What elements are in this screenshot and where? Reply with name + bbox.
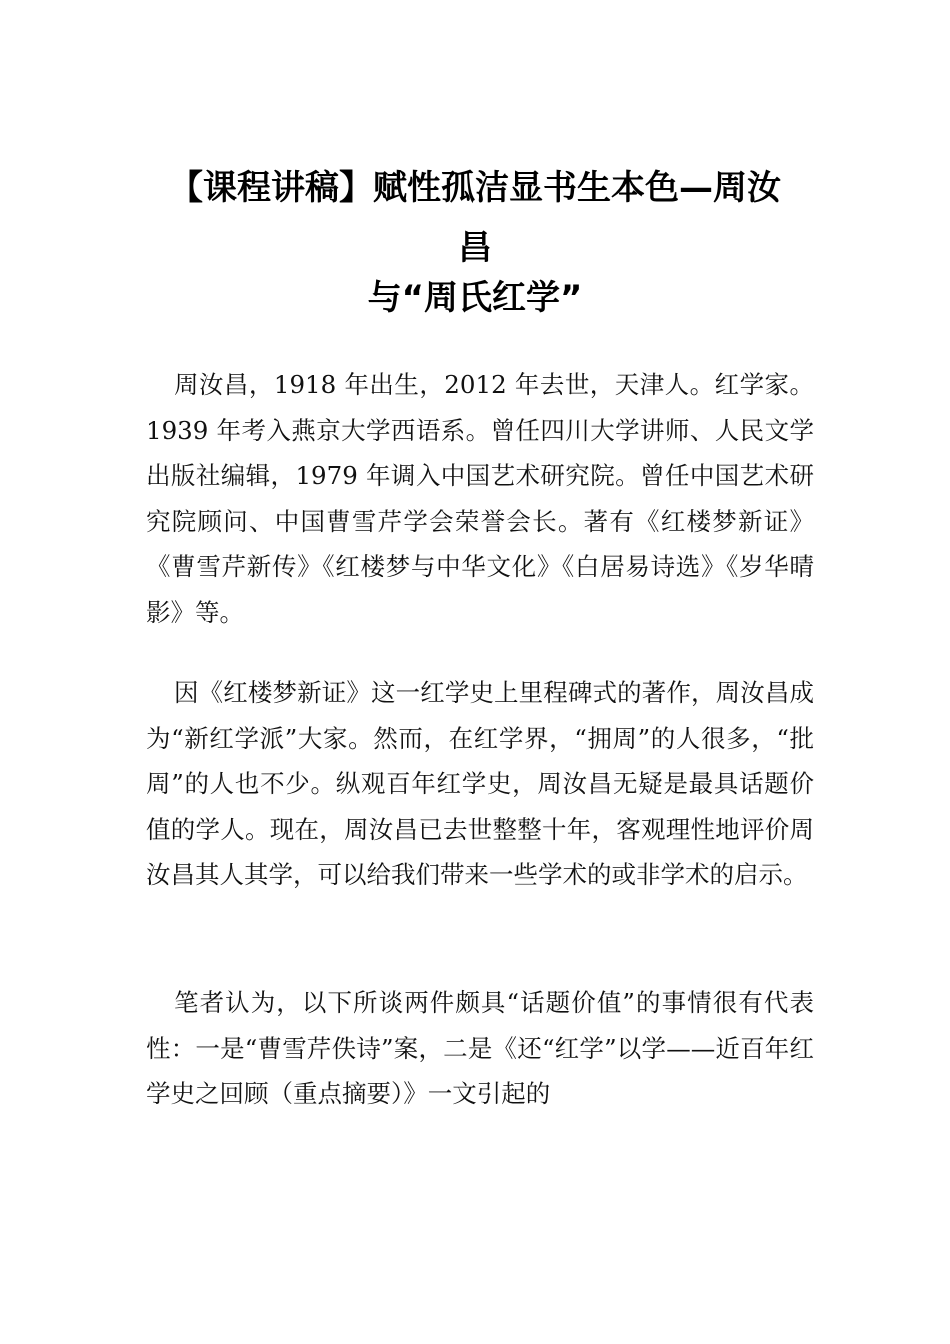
paragraph-biography: 周汝昌，1918 年出生，2012 年去世，天津人。红学家。1939 年考入燕京大学西语系。曾任四川大学讲师、人民文学出版社编辑，1979 年调入中国艺术研究院。曾任中国艺术研究院顾问、中国曹雪芹学会荣誉会长。著有《红楼梦新证》《曹雪芹新传》《红楼梦与中华文化》《白居易诗选》《岁华晴影》等。 — [146, 370, 814, 627]
paragraph-reputation: 因《红楼梦新证》这一红学史上里程碑式的著作，周汝昌成为“新红学派”大家。然而，在红学界，“拥周”的人很多，“批周”的人也不少。纵观百年红学史，周汝昌无疑是最具话题价值的学人。现在，周汝昌已去世整整十年，客观理性地评价周汝昌其人其学，可以给我们带来一些学术的或非学术的启示。 — [146, 678, 814, 889]
document-title-line-3: 与“周氏红学” — [367, 278, 583, 318]
document-title-line-1: 【课程讲稿】赋性孤洁显书生本色—周汝 — [169, 168, 781, 208]
document-title-line-2: 昌 — [458, 228, 492, 268]
paragraph-topics: 笔者认为，以下所谈两件颇具“话题价值”的事情很有代表性：一是“曹雪芹佚诗”案，二是《还“红学”以学——近百年红学史之回顾（重点摘要）》一文引起的 — [146, 988, 814, 1108]
